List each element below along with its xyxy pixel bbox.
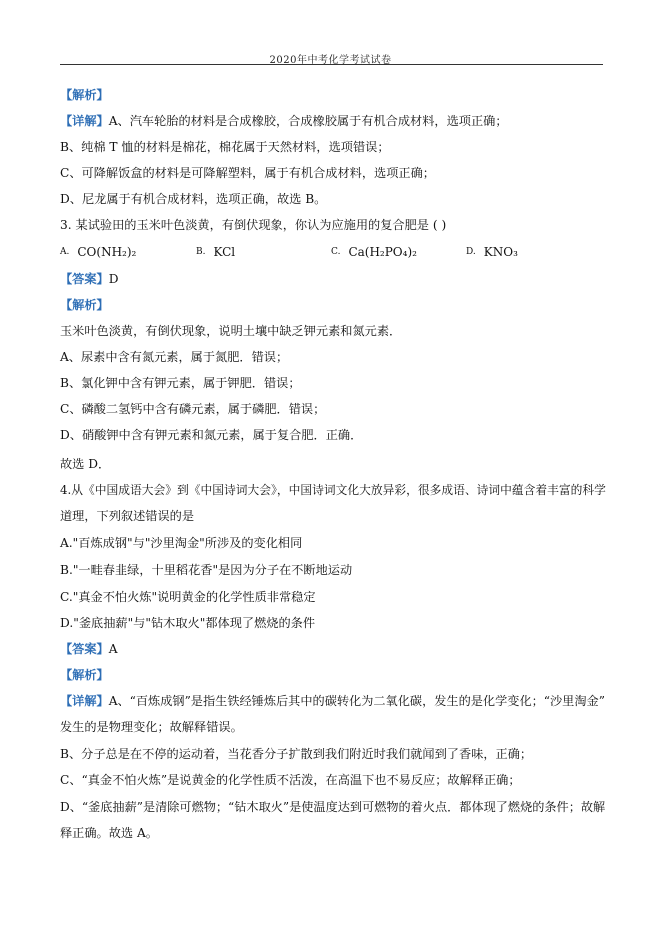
answer-tag: 【答案】: [60, 272, 109, 286]
detail-text: A、汽车轮胎的材料是合成橡胶，合成橡胶属于有机合成材料，选项正确；: [108, 114, 508, 128]
detail-tag: 【详解】: [60, 114, 109, 128]
option-c: C."真金不怕火炼"说明黄金的化学性质非常稳定: [60, 590, 316, 604]
detail-line: 释正确。故选 A。: [60, 826, 158, 840]
answer-value: A: [108, 642, 118, 656]
option-b: B. KCl: [196, 245, 236, 259]
detail-line: B、纯棉 T 恤的材料是棉花，棉花属于天然材料，选项错误；: [60, 140, 390, 154]
analysis-line: 故选 D．: [60, 457, 111, 471]
analysis-line: C、磷酸二氢钙中含有磷元素，属于磷肥．错误；: [60, 402, 326, 416]
analysis-tag: 【解析】: [60, 298, 109, 312]
option-a: A."百炼成钢"与"沙里淘金"所涉及的变化相同: [60, 536, 303, 550]
question-3-stem: 3. 某试验田的玉米叶色淡黄，有倒伏现象，你认为应施用的复合肥是 ( ): [60, 218, 447, 232]
option-d: D."釜底抽薪"与"钻木取火"都体现了燃烧的条件: [60, 616, 316, 630]
question-4-stem: 道理，下列叙述错误的是: [60, 509, 195, 523]
detail-tag: 【详解】: [60, 694, 109, 708]
page-header-title: 2020年中考化学考试试卷: [269, 55, 392, 66]
answer-value: D: [108, 272, 119, 286]
answer-line: [60, 271, 119, 287]
analysis-tag: 【解析】: [60, 668, 109, 682]
detail-line: 发生的是物理变化；故解释错误。: [60, 720, 243, 734]
answer-line: [60, 641, 118, 657]
question-4-stem: 4.从《中国成语大会》到《中国诗词大会》，中国诗词文化大放异彩，很多成语、诗词中蕴含着丰富的科学: [60, 483, 606, 497]
detail-line: [60, 113, 508, 129]
answer-tag: 【答案】: [60, 642, 109, 656]
detail-text: A、“百炼成钢”是指生铁经锤炼后其中的碳转化为二氧化碳，发生的是化学变化；“沙里淘金”: [108, 694, 605, 708]
detail-line: B、分子总是在不停的运动着，当花香分子扩散到我们附近时我们就闻到了香味，正确；: [60, 747, 533, 761]
analysis-line: A、尿素中含有氮元素，属于氮肥．错误；: [60, 350, 289, 364]
analysis-tag: 【解析】: [60, 88, 109, 102]
option-b: B."一畦春韭绿，十里稻花香"是因为分子在不断地运动: [60, 563, 353, 577]
detail-line: C、“真金不怕火炼”是说黄金的化学性质不活泼，在高温下也不易反应；故解释正确；: [60, 773, 521, 787]
analysis-line: B、氯化钾中含有钾元素，属于钾肥．错误；: [60, 376, 301, 390]
analysis-line: 玉米叶色淡黄，有倒伏现象，说明土壤中缺乏钾元素和氮元素．: [60, 324, 402, 338]
option-a: A. CO(NH₂)₂: [60, 245, 137, 259]
detail-line: D、尼龙属于有机合成材料，选项正确，故选 B。: [60, 192, 327, 206]
detail-line: D、“釜底抽薪”是清除可燃物；“钻木取火”是使温度达到可燃物的着火点．都体现了燃烧的条件；故解: [60, 800, 606, 814]
header-divider: [60, 64, 603, 65]
option-d: D. KNO₃: [466, 245, 518, 259]
detail-line: [60, 693, 605, 709]
analysis-line: D、硝酸钾中含有钾元素和氮元素，属于复合肥．正确．: [60, 428, 363, 442]
detail-line: C、可降解饭盒的材料是可降解塑料，属于有机合成材料，选项正确；: [60, 166, 435, 180]
option-c: C. Ca(H₂PO₄)₂: [331, 245, 417, 259]
